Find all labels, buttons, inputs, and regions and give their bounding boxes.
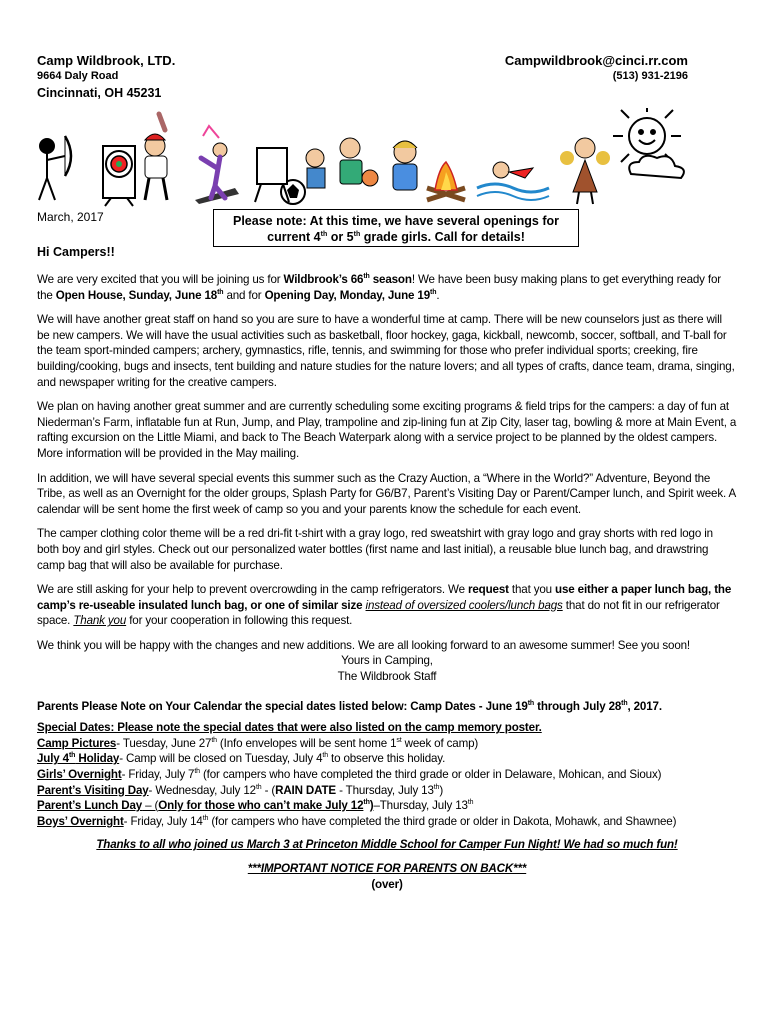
paragraph-clothing: The camper clothing color theme will be a red dri-fit t-shirt with a gray logo, red sweatshirt with gray logo and gray shorts with red logo in both boy and girl styles. Check out our personalized water bottles (first name and last initial), a reusable blue lunch bag, and drawstring camp bag that will also be available for purchase. <box>37 527 713 572</box>
notice-line-1: Please note: At this time, we have several openings for <box>232 214 560 228</box>
paragraph-activities: We will have another great staff on hand so you are sure to have a wonderful time at camp. There will be new counselors just as there will be new campers. We will have the usual activities such as basketball, floor hockey, gaga, kickball, newcomb, soccer, softball, and T-ball for the team sport-minded campers; archery, gymnastics, rifle, tennis, and swimming for those who prefer individual sports; creeking, fire building/cooking, bugs and insects, tent building and nature studies for the nature lovers; and all types of crafts, dance team, drama, singing, and newspaper writing for the creative campers. <box>37 313 735 389</box>
special-date-visiting-day: Parent’s Visiting Day- Wednesday, July 12th - (RAIN DATE - Thursday, July 13th) <box>37 783 444 797</box>
letter-date: March, 2017 <box>37 210 104 224</box>
basketball-kid-icon <box>340 138 378 186</box>
special-date-lunch-day: Parent’s Lunch Day – (Only for those who can’t make July 12th)–Thursday, July 13th <box>37 799 474 813</box>
letter-body <box>37 272 737 892</box>
camper-kid-icon <box>393 141 417 190</box>
special-date-july-4: July 4th Holiday- Camp will be closed on Tuesday, July 4th to observe this holiday. <box>37 752 446 766</box>
street-address: 9664 Daly Road <box>37 70 119 82</box>
paragraph-special-events: In addition, we will have several special events this summer such as the Crazy Auction, a “Where in the World?” Adventure, Beyond the Tribe, as well as an Overnight for the older groups, Splash Party for G6/B7, Parent’s Visiting Day or Parent/Camper lunch, and Spirit week. A calendar will be sent home the first week of camp so you and your parents know the schedule for each event. <box>37 471 736 516</box>
paragraph-closing: We think you will be happy with the changes and new additions. We are all looking forward to an awesome summer! See you soon! <box>37 638 690 652</box>
letterhead-address <box>37 52 175 102</box>
paragraph-lunch-bags: We are still asking for your help to prevent overcrowding in the camp refrigerators. We request that you use either a paper lunch bag, the camp’s re-useable insulated lunch bag, or one of similar size instead of oversized coolers/lunch bags that do not fit in our refrigerator space. Thank you for your cooperation in following this request. <box>37 583 732 628</box>
cheerleader-icon <box>560 138 610 204</box>
over-note: (over) <box>371 877 403 891</box>
calendar-note: Parents Please Note on Your Calendar the special dates listed below: Camp Dates - June 19th through July 28th, 2017. <box>37 699 662 713</box>
closing-line-1: Yours in Camping, <box>341 654 433 668</box>
city-address: Cincinnati, OH 45231 <box>37 86 162 100</box>
email-address: Campwildbrook@cinci.rr.com <box>504 53 688 68</box>
org-name: Camp Wildbrook, LTD. <box>37 53 176 68</box>
archer-icon <box>39 136 71 200</box>
special-dates-heading: Special Dates: Please note the special dates that were also listed on the camp memory poster. <box>37 721 542 735</box>
important-notice: ***IMPORTANT NOTICE FOR PARENTS ON BACK*** <box>247 862 527 875</box>
softball-player-icon <box>145 114 167 200</box>
camp-activities-clipart <box>25 108 690 208</box>
special-date-camp-pictures: Camp Pictures- Tuesday, June 27th (Info envelopes will be sent home 1st week of camp) <box>37 736 479 750</box>
thanks-note: Thanks to all who joined us March 3 at Princeton Middle School for Camper Fun Night! We had so much fun! <box>96 838 678 852</box>
gymnast-icon <box>195 126 239 204</box>
closing-line-2: The Wildbrook Staff <box>337 670 437 684</box>
letterhead-contact <box>505 52 688 84</box>
campfire-icon <box>427 162 465 200</box>
sun-icon <box>613 108 684 178</box>
swimmer-icon <box>477 162 549 200</box>
paragraph-field-trips: We plan on having another great summer and are currently scheduling some exciting programs & field trips for the campers: a day of fun at Niederman’s Farm, inflatable fun at Run, Jump, and Play, trampoline and zip-lining fun at Zip City, laser tag, bowling & more at Main Event, a rafting excursion on the Little Miami, and back to The Beach Waterpark along with a service project to be planned by the oldest campers. More information will be provided in the May mailing. <box>37 400 737 460</box>
archery-target-icon <box>103 146 135 206</box>
notice-line-2: current 4th or 5th grade girls. Call for details! <box>267 230 525 244</box>
openings-notice <box>213 209 579 247</box>
phone-number: (513) 931-2196 <box>612 70 688 82</box>
paragraph-welcome: We are very excited that you will be joining us for Wildbrook’s 66th season! We have been busy making plans to get everything ready for the Open House, Sunday, June 18th and for Opening Day, Monday, June 19th. <box>37 273 721 302</box>
greeting: Hi Campers!! <box>37 245 115 259</box>
special-date-girls-overnight: Girls’ Overnight- Friday, July 7th (for campers who have completed the third grade or older in Delaware, Mohican, and Sioux) <box>37 768 662 782</box>
special-date-boys-overnight: Boys’ Overnight- Friday, July 14th (for campers who have completed the third grade or older in Dakota, Mohawk, and Shawnee) <box>37 814 677 828</box>
